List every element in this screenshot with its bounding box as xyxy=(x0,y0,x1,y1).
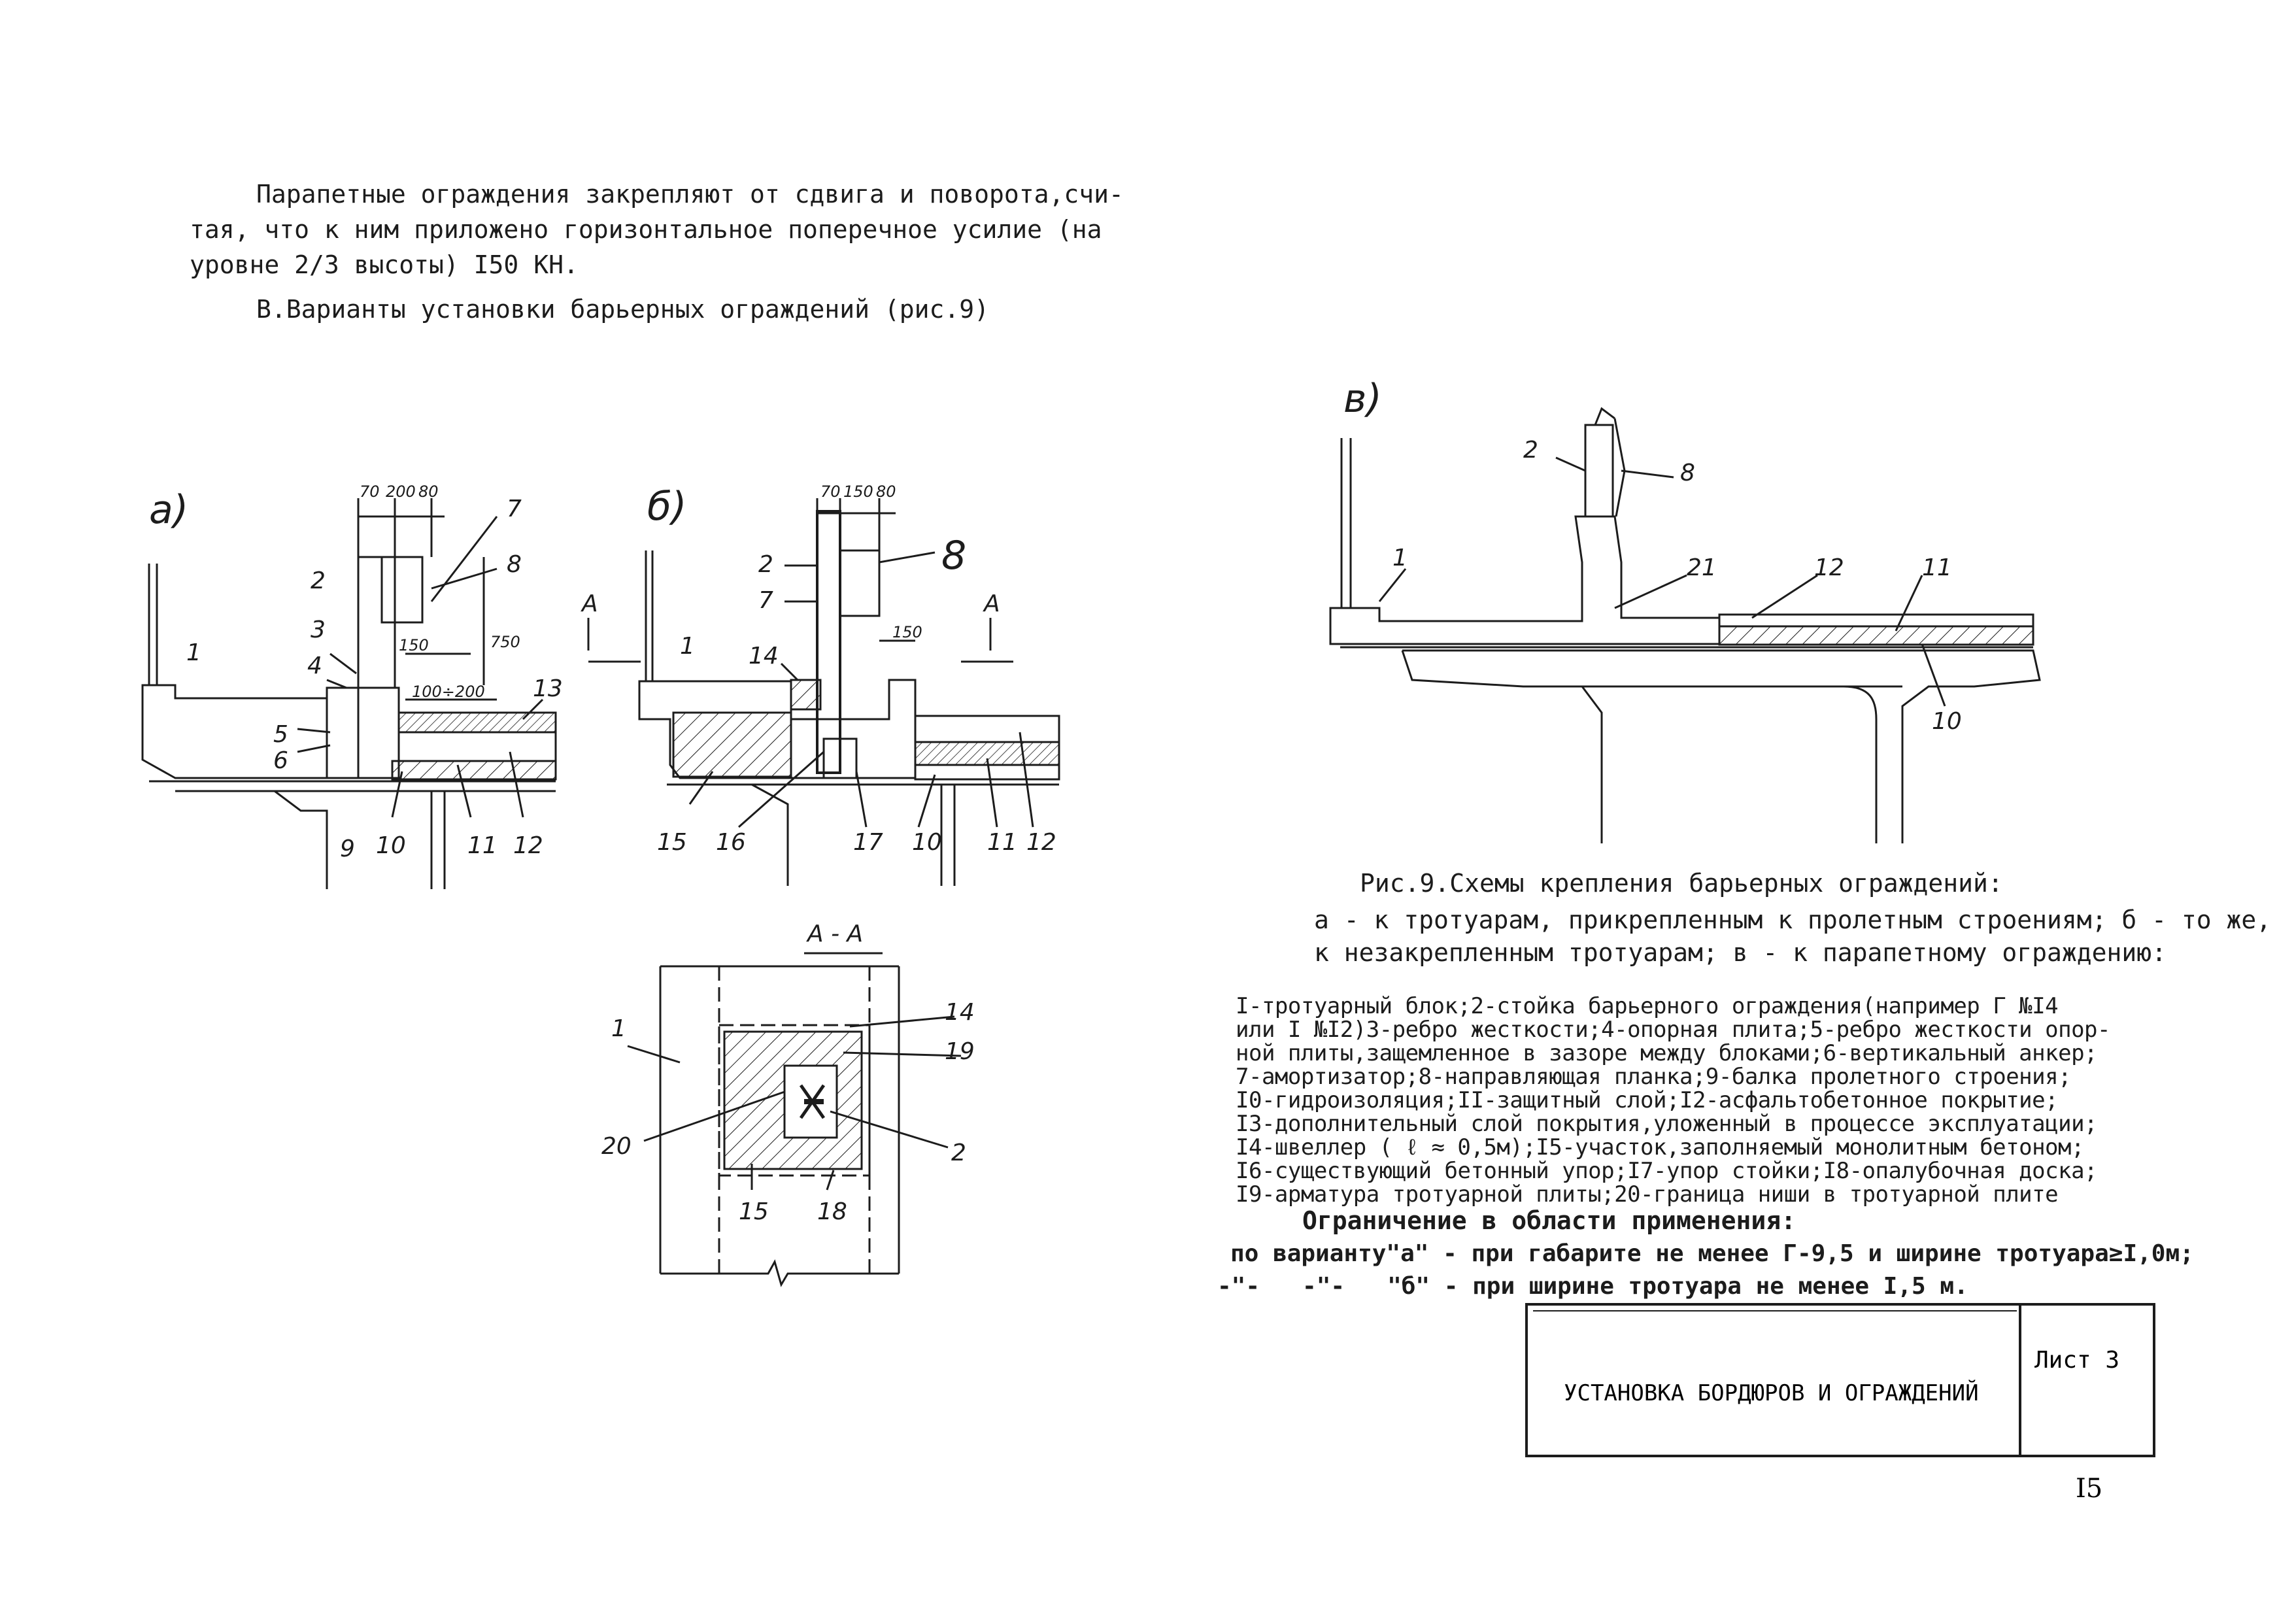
legend-line: I9-арматура тротуарной плиты;20-граница ниши в тротуарной плите xyxy=(1236,1181,2059,1208)
panel-b-section-mark-left: А xyxy=(582,590,598,617)
panel-a-num-6: 6 xyxy=(273,747,288,774)
panel-a xyxy=(143,498,556,889)
panel-a-num-1: 1 xyxy=(186,639,201,666)
page-number: I5 xyxy=(2076,1474,2103,1504)
section-aa-num-1: 1 xyxy=(611,1015,626,1042)
figure-caption-2: а - к тротуарам, прикрепленным к пролетным строениям; б - то же, xyxy=(1314,905,2272,934)
panel-v-num-11: 11 xyxy=(1922,554,1952,581)
panel-b-num-11: 11 xyxy=(987,829,1017,856)
legend-line: I-тротуарный блок;2-стойка барьерного ограждения(например Г №I4 xyxy=(1236,993,2059,1019)
legend-line: или I №I2)3-ребро жесткости;4-опорная плита;5-ребро жесткости опор- xyxy=(1236,1017,2110,1043)
section-aa-num-14: 14 xyxy=(945,999,975,1026)
restriction-line-1: по варианту"а" - при габарите не менее Г-9,5 и ширине тротуара≥I,0м; xyxy=(1230,1240,2194,1267)
panel-b xyxy=(588,498,1059,886)
panel-a-num-4: 4 xyxy=(307,652,322,679)
panel-b-num-16: 16 xyxy=(716,829,746,856)
section-aa-num-20: 20 xyxy=(601,1133,632,1160)
figure-caption-1: Рис.9.Схемы крепления барьерных ограждений: xyxy=(1360,869,2003,898)
panel-a-label: а) xyxy=(149,487,189,533)
panel-a-dim-2: 200 xyxy=(386,482,416,501)
intro-line-3: уровне 2/3 высоты) I50 КН. xyxy=(190,250,579,279)
intro-line-2: тая, что к ним приложено горизонтальное поперечное усилие (на xyxy=(190,215,1102,244)
panel-b-num-15: 15 xyxy=(657,829,687,856)
panel-a-num-13: 13 xyxy=(533,675,563,702)
panel-b-num-7: 7 xyxy=(758,587,773,614)
panel-b-num-2: 2 xyxy=(758,551,773,578)
panel-b-dim-3: 80 xyxy=(876,482,896,501)
legend-line: I0-гидроизоляция;II-защитный слой;I2-асфальтобетонное покрытие; xyxy=(1236,1087,2059,1113)
panel-a-num-11: 11 xyxy=(467,832,498,859)
panel-v-num-12: 12 xyxy=(1814,554,1844,581)
section-heading: В.Варианты установки барьерных ограждений (рис.9) xyxy=(256,295,990,324)
panel-a-num-7: 7 xyxy=(507,496,522,522)
figure-caption-3: к незакрепленным тротуарам; в - к парапетному ограждению: xyxy=(1314,938,2167,967)
intro-line-1: Парапетные ограждения закрепляют от сдвига и поворота,счи- xyxy=(256,180,1124,209)
legend xyxy=(1236,995,2110,1207)
section-aa-label: А - А xyxy=(807,921,864,947)
legend-line: ной плиты,защемленное в зазоре между блоками;6-вертикальный анкер; xyxy=(1236,1040,2098,1066)
sheet-number: Лист 3 xyxy=(2034,1347,2120,1374)
panel-v-label: в) xyxy=(1343,376,1382,422)
panel-v-num-2: 2 xyxy=(1523,437,1538,464)
panel-a-dim-4: 150 xyxy=(399,636,429,654)
panel-b-num-1: 1 xyxy=(680,633,695,660)
panel-a-num-8: 8 xyxy=(507,551,522,578)
section-aa-num-2: 2 xyxy=(951,1140,966,1166)
panel-v-num-8: 8 xyxy=(1680,460,1695,486)
section-aa-num-15: 15 xyxy=(739,1198,769,1225)
panel-a-num-12: 12 xyxy=(513,832,543,859)
panel-b-section-mark-right: А xyxy=(984,590,1000,617)
panel-a-dim-5: 750 xyxy=(490,633,520,651)
panel-b-num-17: 17 xyxy=(853,829,883,856)
panel-b-num-12: 12 xyxy=(1026,829,1056,856)
panel-b-dim-1: 70 xyxy=(820,482,841,501)
panel-b-num-10: 10 xyxy=(912,829,942,856)
legend-line: I4-швеллер ( ℓ ≈ 0,5м);I5-участок,заполняемый монолитным бетоном; xyxy=(1236,1134,2084,1160)
legend-line: I3-дополнительный слой покрытия,уложенный в процессе эксплуатации; xyxy=(1236,1111,2098,1137)
section-aa-num-18: 18 xyxy=(817,1198,847,1225)
section-aa-num-19: 19 xyxy=(945,1038,975,1065)
panel-v-num-1: 1 xyxy=(1392,545,1408,571)
panel-v-num-21: 21 xyxy=(1687,554,1717,581)
panel-a-num-9: 9 xyxy=(340,836,355,862)
panel-b-num-14: 14 xyxy=(749,643,779,669)
stamp-title: УСТАНОВКА БОРДЮРОВ И ОГРАЖДЕНИЙ xyxy=(1564,1380,1979,1406)
panel-a-dim-6: 100÷200 xyxy=(412,683,485,701)
panel-a-num-2: 2 xyxy=(311,567,326,594)
panel-b-dim-2: 150 xyxy=(843,482,873,501)
section-aa xyxy=(628,953,961,1285)
panel-a-dim-3: 80 xyxy=(418,482,439,501)
panel-b-label: б) xyxy=(647,484,687,530)
legend-line: I6-существующий бетонный упор;I7-упор стойки;I8-опалубочная доска; xyxy=(1236,1158,2098,1184)
panel-a-num-10: 10 xyxy=(376,832,406,859)
restriction-title: Ограничение в области применения: xyxy=(1302,1206,1796,1235)
panel-b-dim-4: 150 xyxy=(892,623,922,641)
panel-a-num-3: 3 xyxy=(311,617,326,643)
panel-b-num-8: 8 xyxy=(941,533,967,579)
panel-a-num-5: 5 xyxy=(273,721,288,748)
restriction-line-2: -"- -"- "б" - при ширине тротуара не менее I,5 м. xyxy=(1217,1273,1968,1300)
legend-line: 7-амортизатор;8-направляющая планка;9-балка пролетного строения; xyxy=(1236,1064,2072,1090)
panel-v-num-10: 10 xyxy=(1932,708,1962,735)
panel-a-dim-1: 70 xyxy=(360,482,380,501)
